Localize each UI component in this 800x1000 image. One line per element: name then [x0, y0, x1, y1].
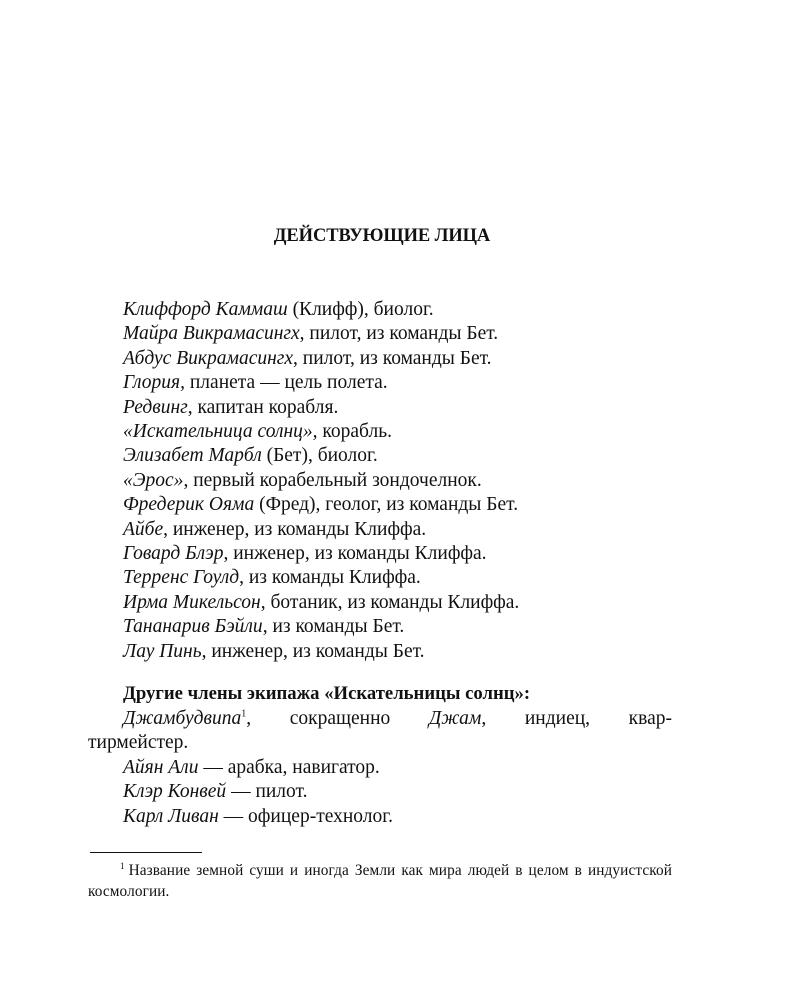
page-heading: ДЕЙСТВУЮЩИЕ ЛИЦА [273, 226, 491, 246]
cast-desc: , пилот, из команды Бет. [293, 347, 492, 369]
crew-item-first [88, 707, 672, 756]
crew-desc: , сокращенно [246, 707, 429, 729]
cast-desc: (Бет), биолог. [261, 445, 378, 467]
cast-item [123, 542, 519, 566]
cast-desc: , ботаник, из команды Клиффа. [260, 591, 520, 613]
cast-name: Клиффорд Каммаш [123, 299, 288, 320]
footnote [88, 861, 672, 902]
cast-desc: корабль. [317, 421, 392, 443]
crew-item [88, 805, 672, 830]
cast-item [123, 518, 519, 542]
cast-name: Айбе [123, 518, 164, 540]
crew-section [88, 682, 672, 829]
crew-name: Айян Али [123, 756, 199, 778]
crew-item [88, 756, 672, 781]
crew-desc: — пилот. [226, 781, 308, 802]
crew-subheading: Другие члены экипажа «Искательницы солнц»: [123, 683, 531, 704]
crew-short-name: Джам [428, 707, 482, 729]
cast-name: Лау Пинь [123, 640, 202, 662]
cast-name: Ирма Микельсон [123, 591, 261, 613]
footnote-text: Название земной суши и иногда Земли как мира людей в целом в индуистской космологии. [88, 862, 672, 900]
cast-name: «Искательница солнц», [123, 421, 318, 443]
cast-desc: , первый корабельный зондочелнок. [183, 469, 482, 491]
cast-item [123, 591, 519, 615]
cast-desc: , инженер, из команды Бет. [201, 640, 425, 662]
crew-name: Клэр Конвей [123, 781, 227, 802]
cast-name: Абдус Викрамасингх [123, 347, 294, 369]
cast-desc: (Фред), геолог, из команды Бет. [254, 494, 519, 516]
cast-item [123, 347, 519, 371]
cast-desc: , инженер, из команды Клиффа. [163, 518, 427, 540]
cast-name: «Эрос» [123, 469, 184, 491]
cast-item [123, 298, 519, 322]
cast-name: Тананарив Бэйли [123, 616, 263, 638]
cast-item [123, 640, 519, 664]
cast-desc: , инженер, из команды Клиффа. [223, 543, 487, 565]
cast-name: Глория, [123, 372, 185, 394]
footnote-mark: 1 [120, 860, 125, 871]
cast-desc: , из команды Бет. [262, 616, 405, 638]
cast-desc: (Клифф), биолог. [287, 299, 434, 320]
cast-name: Майра Викрамасингх [123, 323, 300, 345]
crew-desc: — арабка, навигатор. [198, 756, 380, 778]
crew-line-2: тирмейстер. [88, 732, 189, 753]
crew-item [88, 780, 672, 805]
cast-item [123, 615, 519, 639]
cast-item [123, 566, 519, 590]
cast-name: Фредерик Ояма [123, 494, 255, 516]
cast-item [123, 322, 519, 346]
footnote-divider [90, 852, 202, 853]
cast-name: Элизабет Марбл [123, 445, 262, 467]
cast-desc: планета — цель полета. [185, 372, 388, 394]
cast-list [123, 298, 519, 664]
footnote-reference: 1 [241, 708, 247, 719]
cast-desc: , из команды Клиффа. [239, 567, 421, 589]
crew-desc: , индиец, квар- [481, 707, 672, 729]
crew-name: Джамбудвипа [123, 707, 242, 729]
cast-item [123, 444, 519, 468]
cast-item [123, 469, 519, 493]
crew-line-1 [88, 707, 672, 732]
cast-item [123, 371, 519, 395]
cast-item [123, 396, 519, 420]
cast-name: Говард Блэр [123, 543, 224, 565]
cast-desc: , капитан корабля. [187, 396, 339, 418]
crew-name: Карл Ливан [123, 805, 219, 827]
cast-name: Редвинг [123, 396, 188, 418]
cast-name: Терренс Гоулд [123, 567, 240, 589]
cast-item [123, 420, 519, 444]
cast-desc: , пилот, из команды Бет. [299, 323, 499, 345]
cast-item [123, 493, 519, 517]
crew-desc: — офицер-технолог. [218, 805, 393, 827]
